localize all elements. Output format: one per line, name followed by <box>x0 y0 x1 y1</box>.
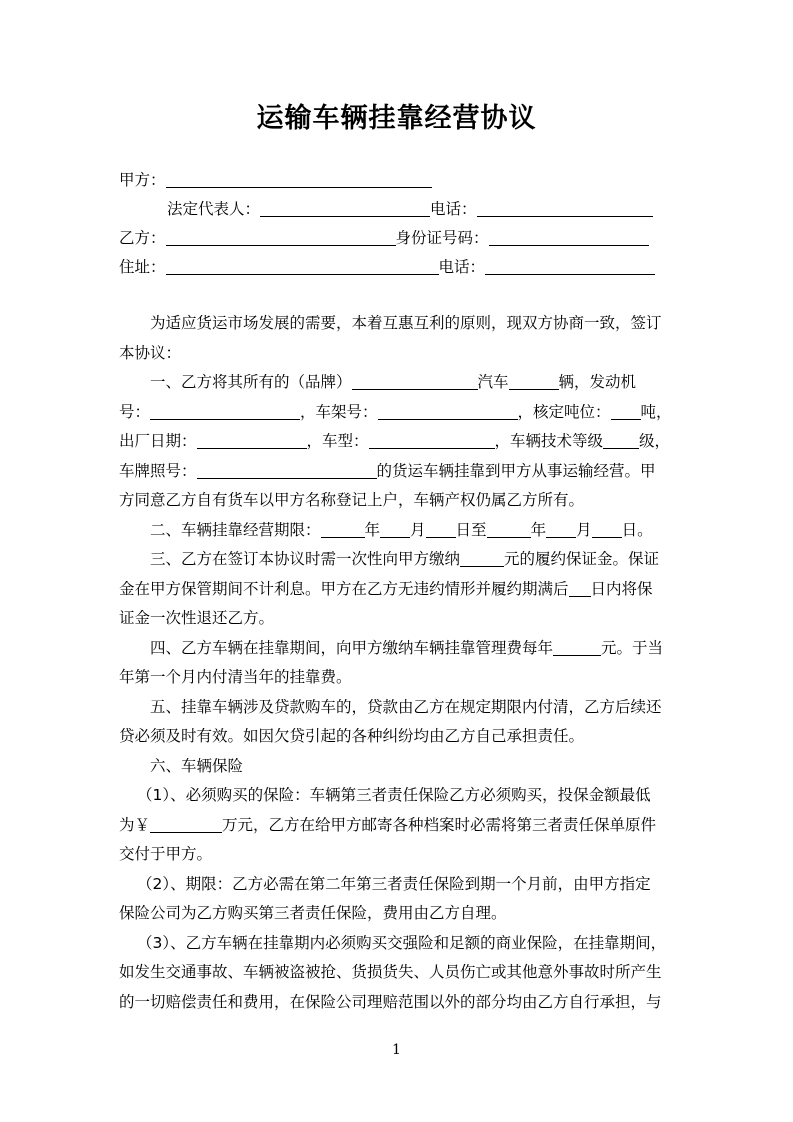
clause-6-1-line-1: （1）、必须购买的保险：车辆第三者责任保险乙方必须购买，投保金额最低 <box>137 786 651 804</box>
clause-5-line-2: 贷必须及时有效。如因欠贷引起的各种纠纷均由乙方自己承担责任。 <box>119 727 585 745</box>
clause-3-text: 日内将保 <box>590 579 653 598</box>
clause-1-line-3 <box>119 427 675 457</box>
start-month-blank[interactable] <box>380 521 410 538</box>
clause-4-text: 元。于当 <box>601 638 664 657</box>
party-a-blank[interactable] <box>166 171 432 188</box>
end-month-blank[interactable] <box>546 521 576 538</box>
clause-6-3-line-2: 如发生交通事故、车辆被盗被抢、货损货失、人员伤亡或其他意外事故时所产生 <box>119 963 662 981</box>
party-a-row <box>119 170 432 190</box>
clause-2-text: 月 <box>576 520 592 539</box>
id-number-label: 身份证号码： <box>395 229 489 247</box>
phone-label-1: 电话： <box>430 200 477 218</box>
clause-6-1-line-2 <box>119 811 675 841</box>
clause-3-line-2 <box>119 575 675 605</box>
clause-6-2-line-2: 保险公司为乙方购买第三者责任保险，费用由乙方自理。 <box>119 904 507 922</box>
address-label: 住址： <box>119 258 166 276</box>
party-b-row <box>119 228 649 248</box>
clause-2-text: 月 <box>410 520 426 539</box>
clause-3-text: 金在甲方保管期间不计利息。甲方在乙方无违约情形并履约期满后 <box>119 579 569 598</box>
phone-blank-1[interactable] <box>477 200 653 217</box>
clause-3-line-3: 证金一次性退还乙方。 <box>119 609 275 627</box>
clause-4-line-1 <box>119 634 675 664</box>
start-day-blank[interactable] <box>426 521 456 538</box>
intro-line-2: 本协议： <box>119 343 182 362</box>
clause-1-line-1 <box>119 368 675 398</box>
clause-1-text: ，车架号： <box>300 402 378 421</box>
clause-1-text: 号： <box>119 402 151 421</box>
document-title: 运输车辆挂靠经营协议 <box>256 103 537 134</box>
clause-1-line-5: 方同意乙方自有货车以甲方名称登记上户，车辆产权仍属乙方所有。 <box>119 491 585 509</box>
plate-number-blank[interactable] <box>197 462 377 479</box>
vehicle-count-blank[interactable] <box>509 373 559 390</box>
address-row <box>119 257 655 277</box>
end-day-blank[interactable] <box>592 521 622 538</box>
clause-1-text: 的货运车辆挂靠到甲方从事运输经营。甲 <box>376 461 656 480</box>
clause-2-text: 年 <box>364 520 381 539</box>
clause-4-line-2: 年第一个月内付清当年的挂靠费。 <box>119 668 352 686</box>
address-blank[interactable] <box>166 258 439 275</box>
party-b-blank[interactable] <box>166 229 396 246</box>
clause-1-text: 辆，发动机 <box>558 373 637 391</box>
agreement-body <box>119 309 675 1017</box>
clause-2-text: 日至 <box>455 520 487 539</box>
manufacture-date-blank[interactable] <box>197 432 307 449</box>
clause-2-line-1 <box>119 516 675 546</box>
clause-6-1-line-3: 交付于甲方。 <box>119 845 213 863</box>
clause-6-3-line-1: （3）、乙方车辆在挂靠期内必须购买交强险和足额的商业保险，在挂靠期间， <box>137 933 667 952</box>
legal-rep-label: 法定代表人： <box>167 200 261 218</box>
deposit-amount-blank[interactable] <box>460 550 504 567</box>
clause-5-line-1: 五、挂靠车辆涉及贷款购车的，贷款由乙方在规定期限内付清，乙方后续还 <box>150 697 662 716</box>
clause-2-text: 年 <box>530 520 547 539</box>
refund-days-blank[interactable] <box>569 580 591 597</box>
clause-6-text: 为￥ <box>119 815 151 834</box>
clause-1-text: 级， <box>639 432 671 450</box>
engine-number-blank[interactable] <box>150 403 300 420</box>
tonnage-blank[interactable] <box>611 403 641 420</box>
annual-fee-blank[interactable] <box>553 639 601 656</box>
vehicle-model-blank[interactable] <box>369 432 495 449</box>
party-a-label: 甲方： <box>119 171 166 189</box>
clause-1-text: 吨， <box>640 402 672 421</box>
page-number: 1 <box>392 1042 401 1058</box>
clause-1-text: 汽车 <box>477 373 509 391</box>
clause-1-text: 一、乙方将其所有的（品牌） <box>150 373 352 391</box>
clause-1-text: 出厂日期： <box>119 432 197 450</box>
clause-3-text: 元的履约保证金。保证 <box>504 550 660 568</box>
intro-line-1: 为适应货运市场发展的需要，本着互惠互利的原则，现双方协商一致，签订 <box>150 314 662 332</box>
clause-6-2-line-1: （2）、期限：乙方必需在第二年第三者责任保险到期一个月前，由甲方指定 <box>137 874 651 893</box>
clause-2-text: 二、车辆挂靠经营期限： <box>150 520 321 539</box>
insured-amount-blank[interactable] <box>150 816 222 833</box>
tech-grade-blank[interactable] <box>603 432 639 449</box>
id-number-blank[interactable] <box>489 229 649 246</box>
end-year-blank[interactable] <box>487 521 531 538</box>
clause-2-text: 日。 <box>621 520 653 539</box>
clause-4-text: 四、乙方车辆在挂靠期间，向甲方缴纳车辆挂靠管理费每年 <box>150 638 554 657</box>
clause-1-line-4 <box>119 457 675 487</box>
clause-3-text: 三、乙方在签订本协议时需一次性向甲方缴纳 <box>150 550 461 568</box>
clause-1-text: ，车型： <box>306 432 369 450</box>
clause-3-line-1 <box>119 545 675 575</box>
phone-label-2: 电话： <box>438 258 486 276</box>
clause-1-text: ，车辆技术等级 <box>494 432 604 450</box>
clause-1-text: ，核定吨位： <box>517 402 611 421</box>
clause-6-text: 万元，乙方在给甲方邮寄各种档案时必需将第三者责任保单原件 <box>222 815 657 834</box>
legal-rep-row <box>167 199 653 219</box>
start-year-blank[interactable] <box>321 521 365 538</box>
clause-1-line-2 <box>119 398 675 428</box>
party-b-label: 乙方： <box>119 229 166 247</box>
clause-6-3-line-3: 的一切赔偿责任和费用，在保险公司理赔范围以外的部分均由乙方自行承担，与 <box>119 992 662 1011</box>
phone-blank-2[interactable] <box>485 258 655 275</box>
vin-blank[interactable] <box>378 403 518 420</box>
clause-6-heading: 六、车辆保险 <box>150 756 244 775</box>
brand-blank[interactable] <box>352 373 478 390</box>
clause-1-text: 车牌照号： <box>119 461 197 480</box>
legal-rep-blank[interactable] <box>260 200 430 217</box>
